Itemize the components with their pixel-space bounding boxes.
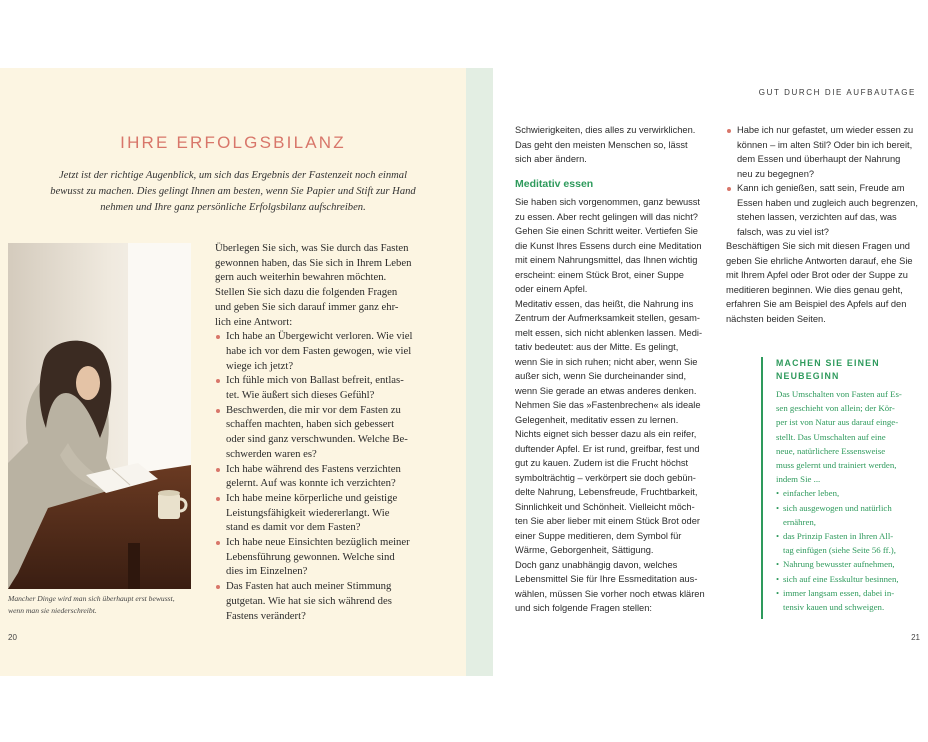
question-line: Das Fasten hat auch meiner Stimmung	[226, 580, 392, 593]
question-line: gelernt. Auf was konnte ich verzichten?	[226, 477, 396, 490]
intro-line: nehmen und Ihre ganz persönliche Erfolgsbilanz aufschreiben.	[100, 202, 366, 213]
body-line: wenn Sie gerade an etwas anderes denken.	[515, 385, 697, 396]
question-line: schaffen machten, haben sich gebessert	[226, 418, 395, 431]
reflection-line: dem Essen und überhaupt der Nahrung	[737, 154, 901, 164]
question-line: Beschwerden, die mir vor dem Fasten zu	[226, 403, 401, 416]
body-line: lich eine Antwort:	[215, 315, 293, 328]
body-line: Stellen Sie sich dazu die folgenden Fragen	[215, 286, 398, 299]
body-line: Gelegenheit, meditativ essen zu lernen.	[515, 414, 679, 425]
question-line: Lebensführung gewonnen. Welche sind	[226, 550, 395, 563]
question-item	[215, 535, 455, 579]
tip-line: Das Umschalten von Fasten auf Es-	[776, 389, 902, 399]
body-line: Lebensmittel Sie für Ihre Essmeditation aus-	[515, 574, 698, 584]
tip-list	[776, 486, 926, 614]
question-line: Leistungsfähigkeit wiedererlangt. Wie	[226, 506, 390, 519]
body-line: gewonnen haben, das Sie sich in Ihrem Leben	[215, 256, 412, 269]
body-line: mit Ihrem Apfel oder Brot oder der Suppe zu	[726, 270, 908, 280]
tip-item-line: • sich ausgewogen und natürlich	[783, 502, 892, 513]
question-line: Ich habe während des Fastens verzichten	[226, 462, 401, 475]
tip-line: neue, natürlichere Essensweise	[776, 445, 886, 456]
body-line: delte Nahrung, Lebensfreude, Fruchtbarkeit,	[515, 487, 698, 497]
tip-item-line: • Nahrung bewusster aufnehmen,	[783, 559, 895, 570]
body-line: Gehen Sie einen Schritt weiter. Vertiefen Sie	[515, 226, 698, 236]
reflection-line: falsch, was zu viel ist?	[737, 226, 829, 237]
question-list	[215, 329, 455, 623]
body-line: sich aber ändern.	[515, 154, 587, 164]
caption-line: wenn man sie niederschreibt.	[8, 606, 97, 615]
tip-item-line: • einfacher leben,	[783, 488, 840, 499]
question-line: oder sind ganz verschwunden. Welche Be-	[226, 433, 408, 446]
question-item	[215, 403, 455, 462]
photo-illustration	[8, 243, 191, 589]
tip-box	[776, 357, 926, 614]
body-line: symbolträchtig – verkörpert sie doch gebün-	[515, 472, 696, 483]
body-line: erscheint: einem Stück Brot, einer Suppe	[515, 269, 684, 280]
page-number-right: 21	[911, 633, 920, 642]
tip-box-heading	[776, 357, 926, 383]
body-line: erfahren Sie am Beispiel des Apfels auf den	[726, 299, 907, 309]
gutter-strip	[466, 68, 493, 676]
tip-box-text	[776, 387, 926, 614]
reflection-line: stehen lassen, verzichten auf das, was	[737, 212, 897, 222]
body-line: Schwierigkeiten, dies alles zu verwirklichen.	[515, 125, 696, 135]
body-line: melt essen, sich nicht ablenken lassen. Medi-	[515, 327, 703, 338]
intro-paragraph	[18, 168, 448, 216]
tip-item-line: ernähren,	[783, 516, 816, 527]
tip-line: indem Sie ...	[776, 474, 821, 485]
question-item	[215, 329, 455, 373]
reflection-item	[726, 123, 926, 181]
body-line: geben Sie ehrliche Antworten darauf, ehe Sie	[726, 255, 913, 266]
body-line: Doch ganz unabhängig davon, welches	[515, 559, 678, 570]
tip-line: stellt. Das Umschalten auf eine	[776, 431, 886, 442]
page-number-left: 20	[8, 633, 17, 642]
caption-line: Mancher Dinge wird man sich überhaupt erst bewusst,	[8, 594, 175, 603]
question-item	[215, 491, 455, 535]
question-line: Fastens verändert?	[226, 609, 306, 622]
body-line: Zentrum der Aufmerksamkeit stellen, gesam-	[515, 313, 700, 323]
body-line: nächsten beiden Seiten.	[726, 313, 826, 324]
body-line: und sich folgende Fragen stellen:	[515, 603, 652, 613]
reflection-line: können – im alten Stil? Oder bin ich bereit,	[737, 139, 913, 150]
body-line: gut zu kauen. Zudem ist die Frucht höchst	[515, 458, 689, 468]
body-line: Überlegen Sie sich, was Sie durch das Fasten	[215, 242, 409, 254]
body-line: oder einem Apfel.	[515, 284, 588, 294]
body-line: zu essen. Aber recht gelingen will das nicht?	[515, 211, 698, 222]
left-body	[215, 241, 455, 623]
reflection-list	[726, 123, 926, 239]
tip-item-line: tensiv kauen und schweigen.	[783, 602, 885, 613]
body-line: außer sich, wenn Sie durcheinander sind,	[515, 371, 687, 381]
question-item	[215, 579, 455, 623]
tip-item	[776, 501, 926, 529]
body-line: Nichts eignet sich besser dazu als ein reifer,	[515, 429, 697, 439]
tip-item	[776, 486, 926, 500]
reflection-line: Kann ich genießen, satt sein, Freude am	[737, 183, 905, 193]
body-line: tativ bedeutet: aus der Mitte. Es gelingt,	[515, 342, 679, 352]
right-column-2	[726, 123, 926, 326]
right-column-1	[515, 123, 715, 616]
body-line: Nehmen Sie das »Fastenbrechen« als ideale	[515, 400, 701, 410]
tip-heading-line: MACHEN SIE EINEN	[776, 358, 880, 368]
question-line: Ich habe an Übergewicht verloren. Wie viel	[226, 330, 413, 343]
question-line: dies im Einzelnen?	[226, 565, 308, 578]
question-item	[215, 462, 455, 491]
tip-item	[776, 529, 926, 557]
body-line: wählen, müssen Sie vorher noch etwas klären	[515, 588, 705, 599]
question-line: stand es damit vor dem Fasten?	[226, 521, 361, 534]
tip-item-line: tag einfügen (siehe Seite 56 ff.),	[783, 545, 896, 556]
reflection-line: Habe ich nur gefastet, um wieder essen zu	[737, 125, 914, 135]
body-line: gern auch weiterhin bewahren möchten.	[215, 271, 387, 284]
page-title: IHRE ERFOLGSBILANZ	[120, 133, 346, 152]
body-line: wenn Sie in sich ruhen; nicht aber, wenn Sie	[515, 356, 698, 367]
photo-caption	[8, 593, 208, 617]
question-line: tet. Wie äußert sich dieses Gefühl?	[226, 389, 375, 402]
reflection-item	[726, 181, 926, 239]
body-line: die Kunst Ihres Essens durch eine Meditation	[515, 240, 702, 251]
tip-line: muss gelernt und trainiert werden,	[776, 460, 897, 471]
body-line: duftender Apfel. Er ist rund, greifbar, fest und	[515, 443, 700, 454]
body-line: meditieren beginnen. Wie dies genau geht,	[726, 284, 903, 295]
body-line: und geben Sie sich darauf immer ganz ehr-	[215, 300, 399, 313]
reflection-line: neu zu begegnen?	[737, 168, 815, 179]
tip-line: sen geschieht von allein; der Kör-	[776, 403, 895, 414]
body-line: einer Suppe meditieren, dem Symbol für	[515, 530, 682, 541]
tip-item-line: • sich auf eine Esskultur besinnen,	[783, 573, 899, 584]
body-line: Meditativ essen, das heißt, die Nahrung ins	[515, 298, 694, 309]
body-line: Wärme, Geborgenheit, Sättigung.	[515, 545, 654, 555]
tip-item	[776, 586, 926, 614]
intro-line: bewusst zu machen. Dies gelingt Ihnen am besten, wenn Sie Papier und Stift zur Hand	[50, 186, 416, 197]
question-line: schwerden waren es?	[226, 447, 317, 460]
tip-item	[776, 557, 926, 571]
intro-line: Jetzt ist der richtige Augenblick, um sich das Ergebnis der Fastenzeit noch einmal	[58, 170, 408, 181]
tip-line: per ist von Natur aus darauf einge-	[776, 417, 899, 428]
body-line: ten Sie aber lieber mit einem Stück Brot oder	[515, 516, 700, 526]
question-item	[215, 373, 455, 402]
tip-item	[776, 572, 926, 586]
tip-item-line: • das Prinzip Fasten in Ihren All-	[783, 531, 894, 542]
reflection-line: Essen haben und zugleich auch begrenzen,	[737, 197, 918, 208]
tip-item-line: • immer langsam essen, dabei in-	[783, 587, 895, 598]
question-line: Ich fühle mich von Ballast befreit, entlas-	[226, 374, 404, 387]
question-line: Ich habe neue Einsichten bezüglich meiner	[226, 536, 410, 549]
question-line: wiege ich jetzt?	[226, 359, 294, 372]
running-head: GUT DURCH DIE AUFBAUTAGE	[758, 88, 916, 97]
question-line: gutgetan. Wie hat sie sich während des	[226, 594, 392, 607]
tip-heading-line: NEUBEGINN	[776, 371, 840, 381]
question-line: Ich habe meine körperliche und geistige	[226, 491, 398, 504]
body-line: mit einem Nahrungsmittel, das Ihnen wichtig	[515, 255, 698, 265]
photo-woman-writing	[8, 243, 191, 589]
tip-box-rule	[761, 357, 763, 619]
body-line: Beschäftigen Sie sich mit diesen Fragen und	[726, 241, 910, 251]
section-subheading: Meditativ essen	[515, 177, 594, 190]
body-line: Das geht den meisten Menschen so, lässt	[515, 139, 688, 150]
body-line: Sie haben sich vorgenommen, ganz bewusst	[515, 197, 701, 207]
body-line: Sinnlichkeit und Schönheit. Vielleicht möch-	[515, 501, 695, 512]
question-line: habe ich vor dem Fasten gewogen, wie viel	[226, 344, 412, 357]
